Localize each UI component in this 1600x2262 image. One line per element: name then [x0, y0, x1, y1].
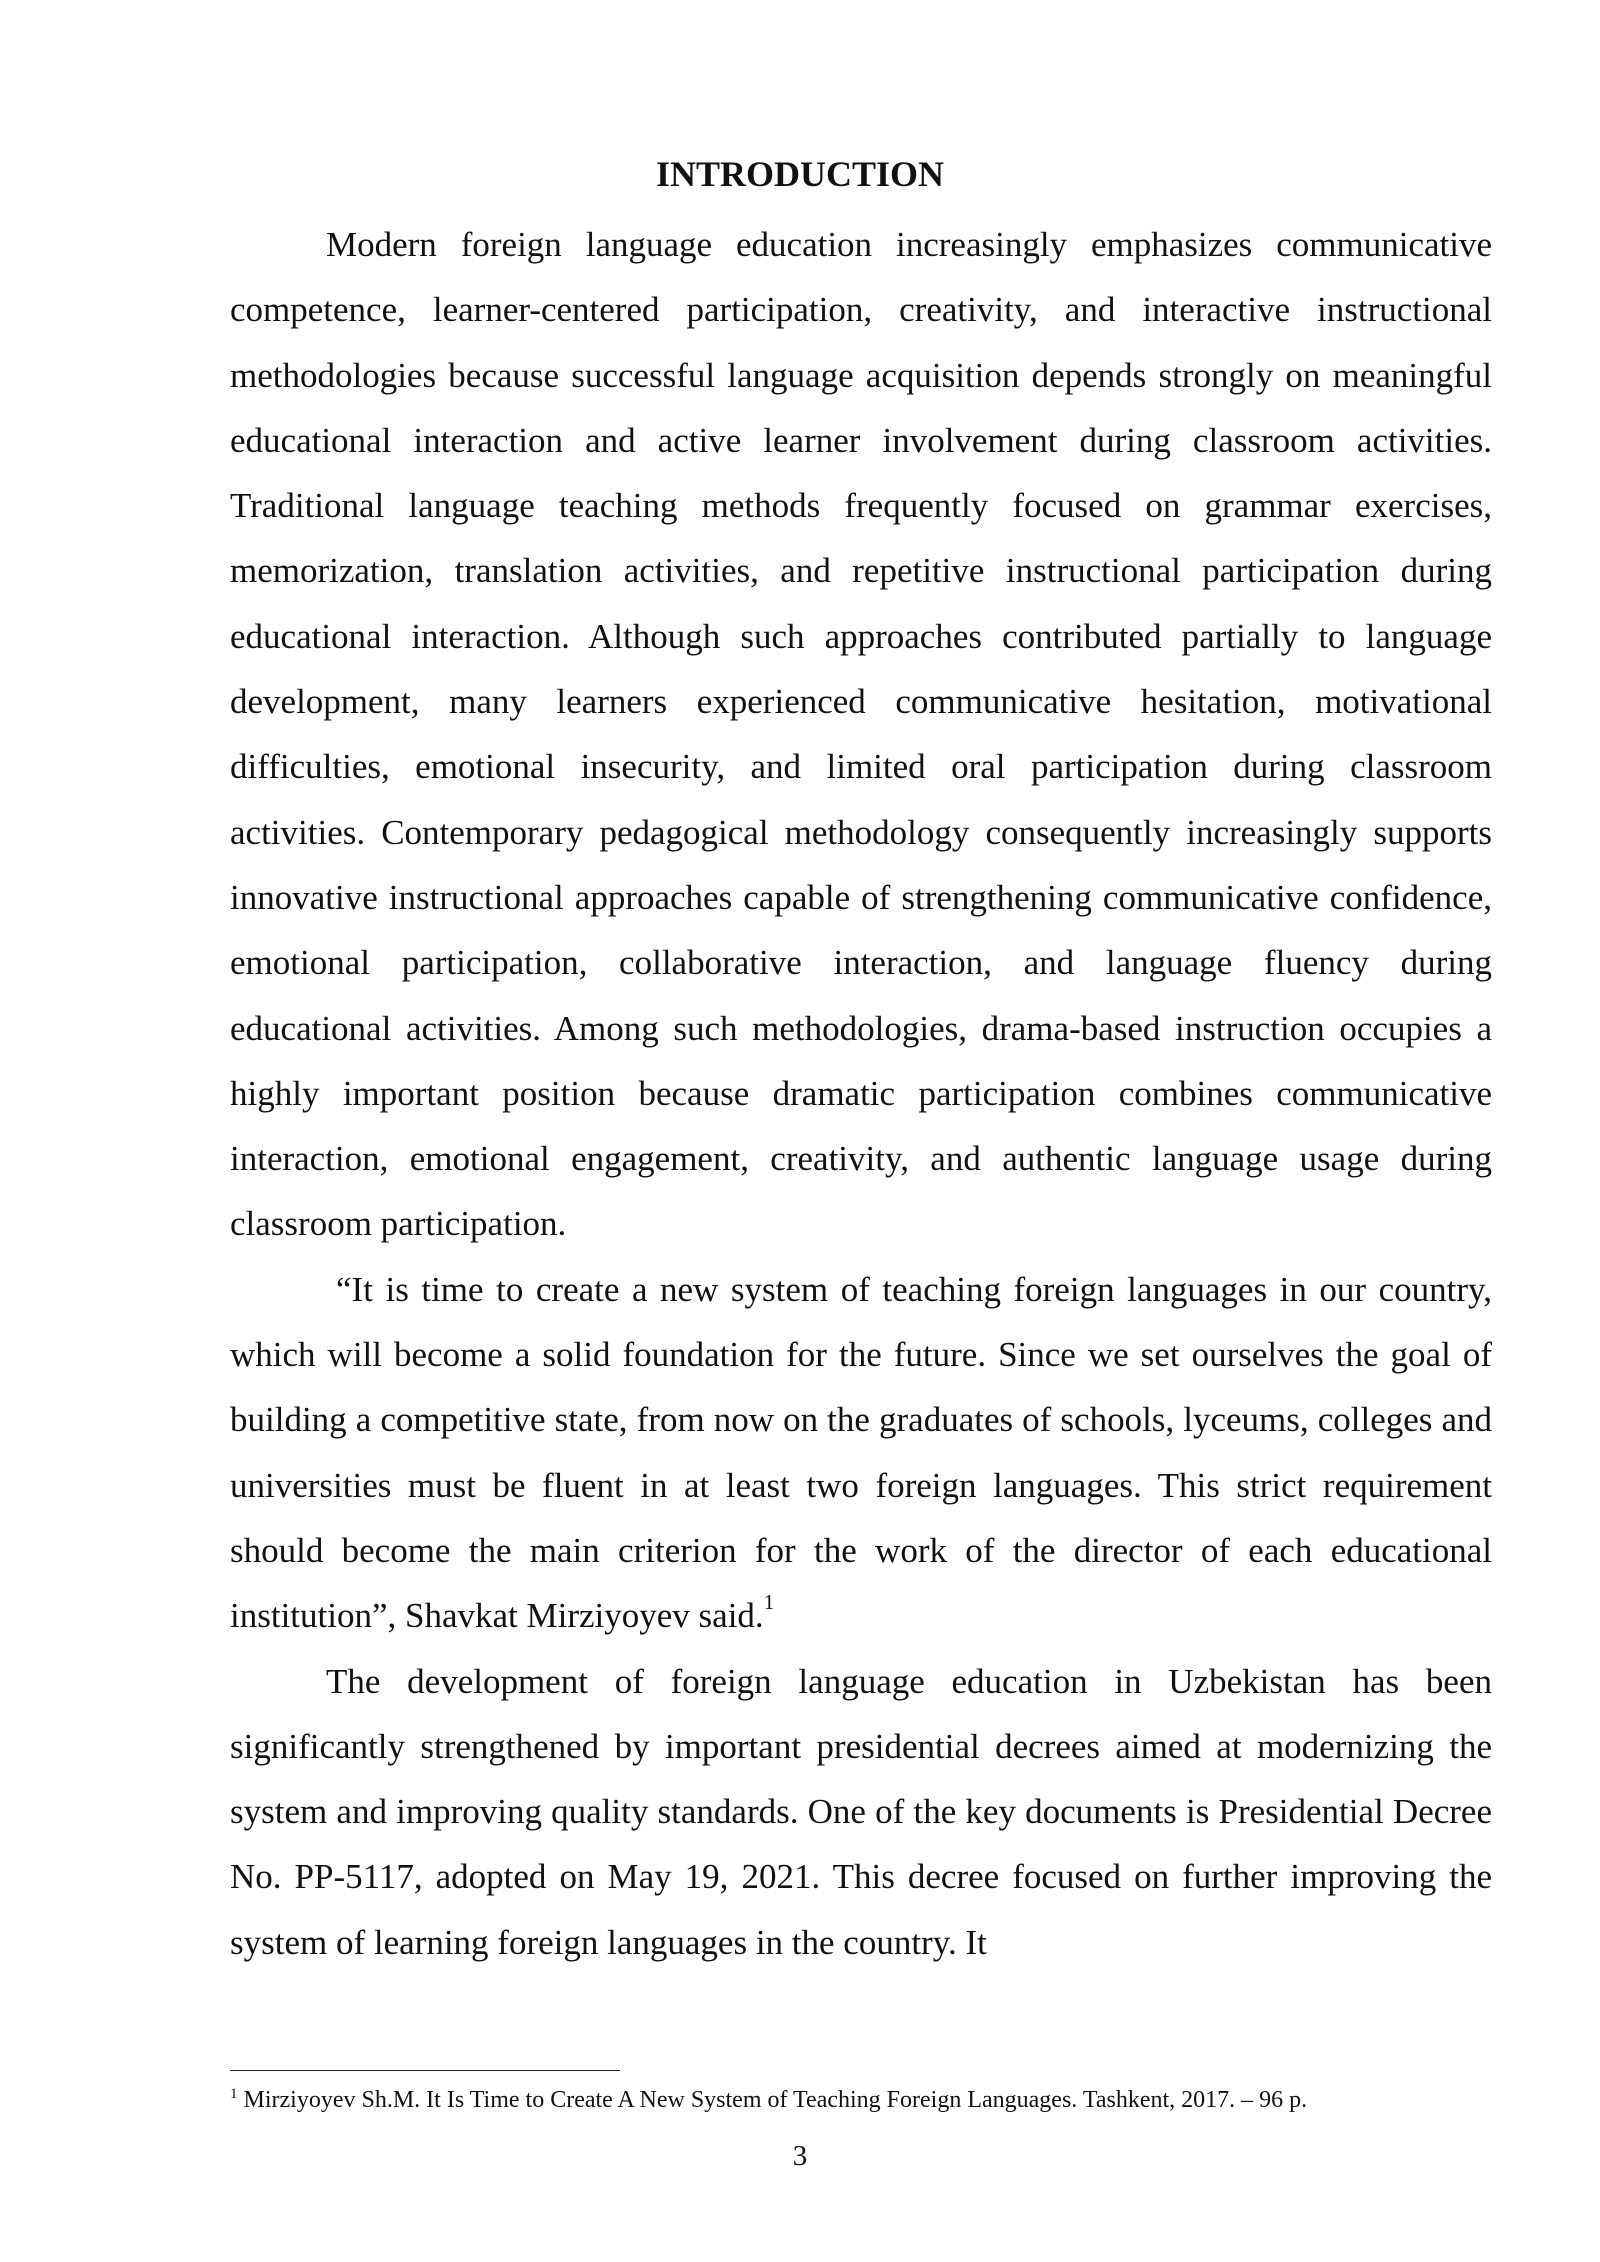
body-text — [230, 212, 1492, 1975]
paragraph-decrees: The development of foreign language education in Uzbekistan has been significantly strengthened by important presidential decrees aimed at modernizing the system and improving quality standards. One of the key documents is Presidential Decree No. PP-5117, adopted on May 19, 2021. This decree focused on further improving the system of learning foreign languages in the country. It — [230, 1661, 1492, 1962]
quote-text: “It is time to create a new system of teaching foreign languages in our country, which will become a solid foundation for the future. Since we set ourselves the goal of building a competitive state, from now on the graduates of schools, lyceums, colleges and universities must be fluent in at least two foreign languages. This strict requirement should become the main criterion for the work of the director of each educational institution”, Shavkat Mirziyoyev said. — [230, 1269, 1492, 1636]
paragraph-intro: Modern foreign language education increasingly emphasizes communicative competence, learner-centered participation, creativity, and interactive instructional methodologies because successful language acquisition depends strongly on meaningful educational interaction and active learner involvement during classroom activities. Traditional language teaching methods frequently focused on grammar exercises, memorization, translation activities, and repetitive instructional participation during educational interaction. Although such approaches contributed partially to language development, many learners experienced communicative hesitation, motivational difficulties, emotional insecurity, and limited oral participation during classroom activities. Contemporary pedagogical methodology consequently increasingly supports innovative instructional approaches capable of strengthening communicative confidence, emotional participation, collaborative interaction, and language fluency during educational activities. Among such methodologies, drama-based instruction occupies a highly important position because dramatic participation combines communicative interaction, emotional engagement, creativity, and authentic language usage during classroom participation. — [230, 225, 1492, 1244]
footnote-separator — [230, 2070, 620, 2071]
section-heading: INTRODUCTION — [655, 154, 945, 194]
footnote-marker: 1 — [230, 2086, 238, 2102]
footnote-reference[interactable]: 1 — [763, 1590, 775, 1615]
page-number: 3 — [792, 2140, 808, 2172]
paragraph-quote — [230, 1257, 1492, 1649]
footnote — [230, 2085, 1530, 2115]
footnote-text: Mirziyoyev Sh.M. It Is Time to Create A New System of Teaching Foreign Languages. Tashkent, 2017. – 96 p. — [243, 2087, 1308, 2113]
